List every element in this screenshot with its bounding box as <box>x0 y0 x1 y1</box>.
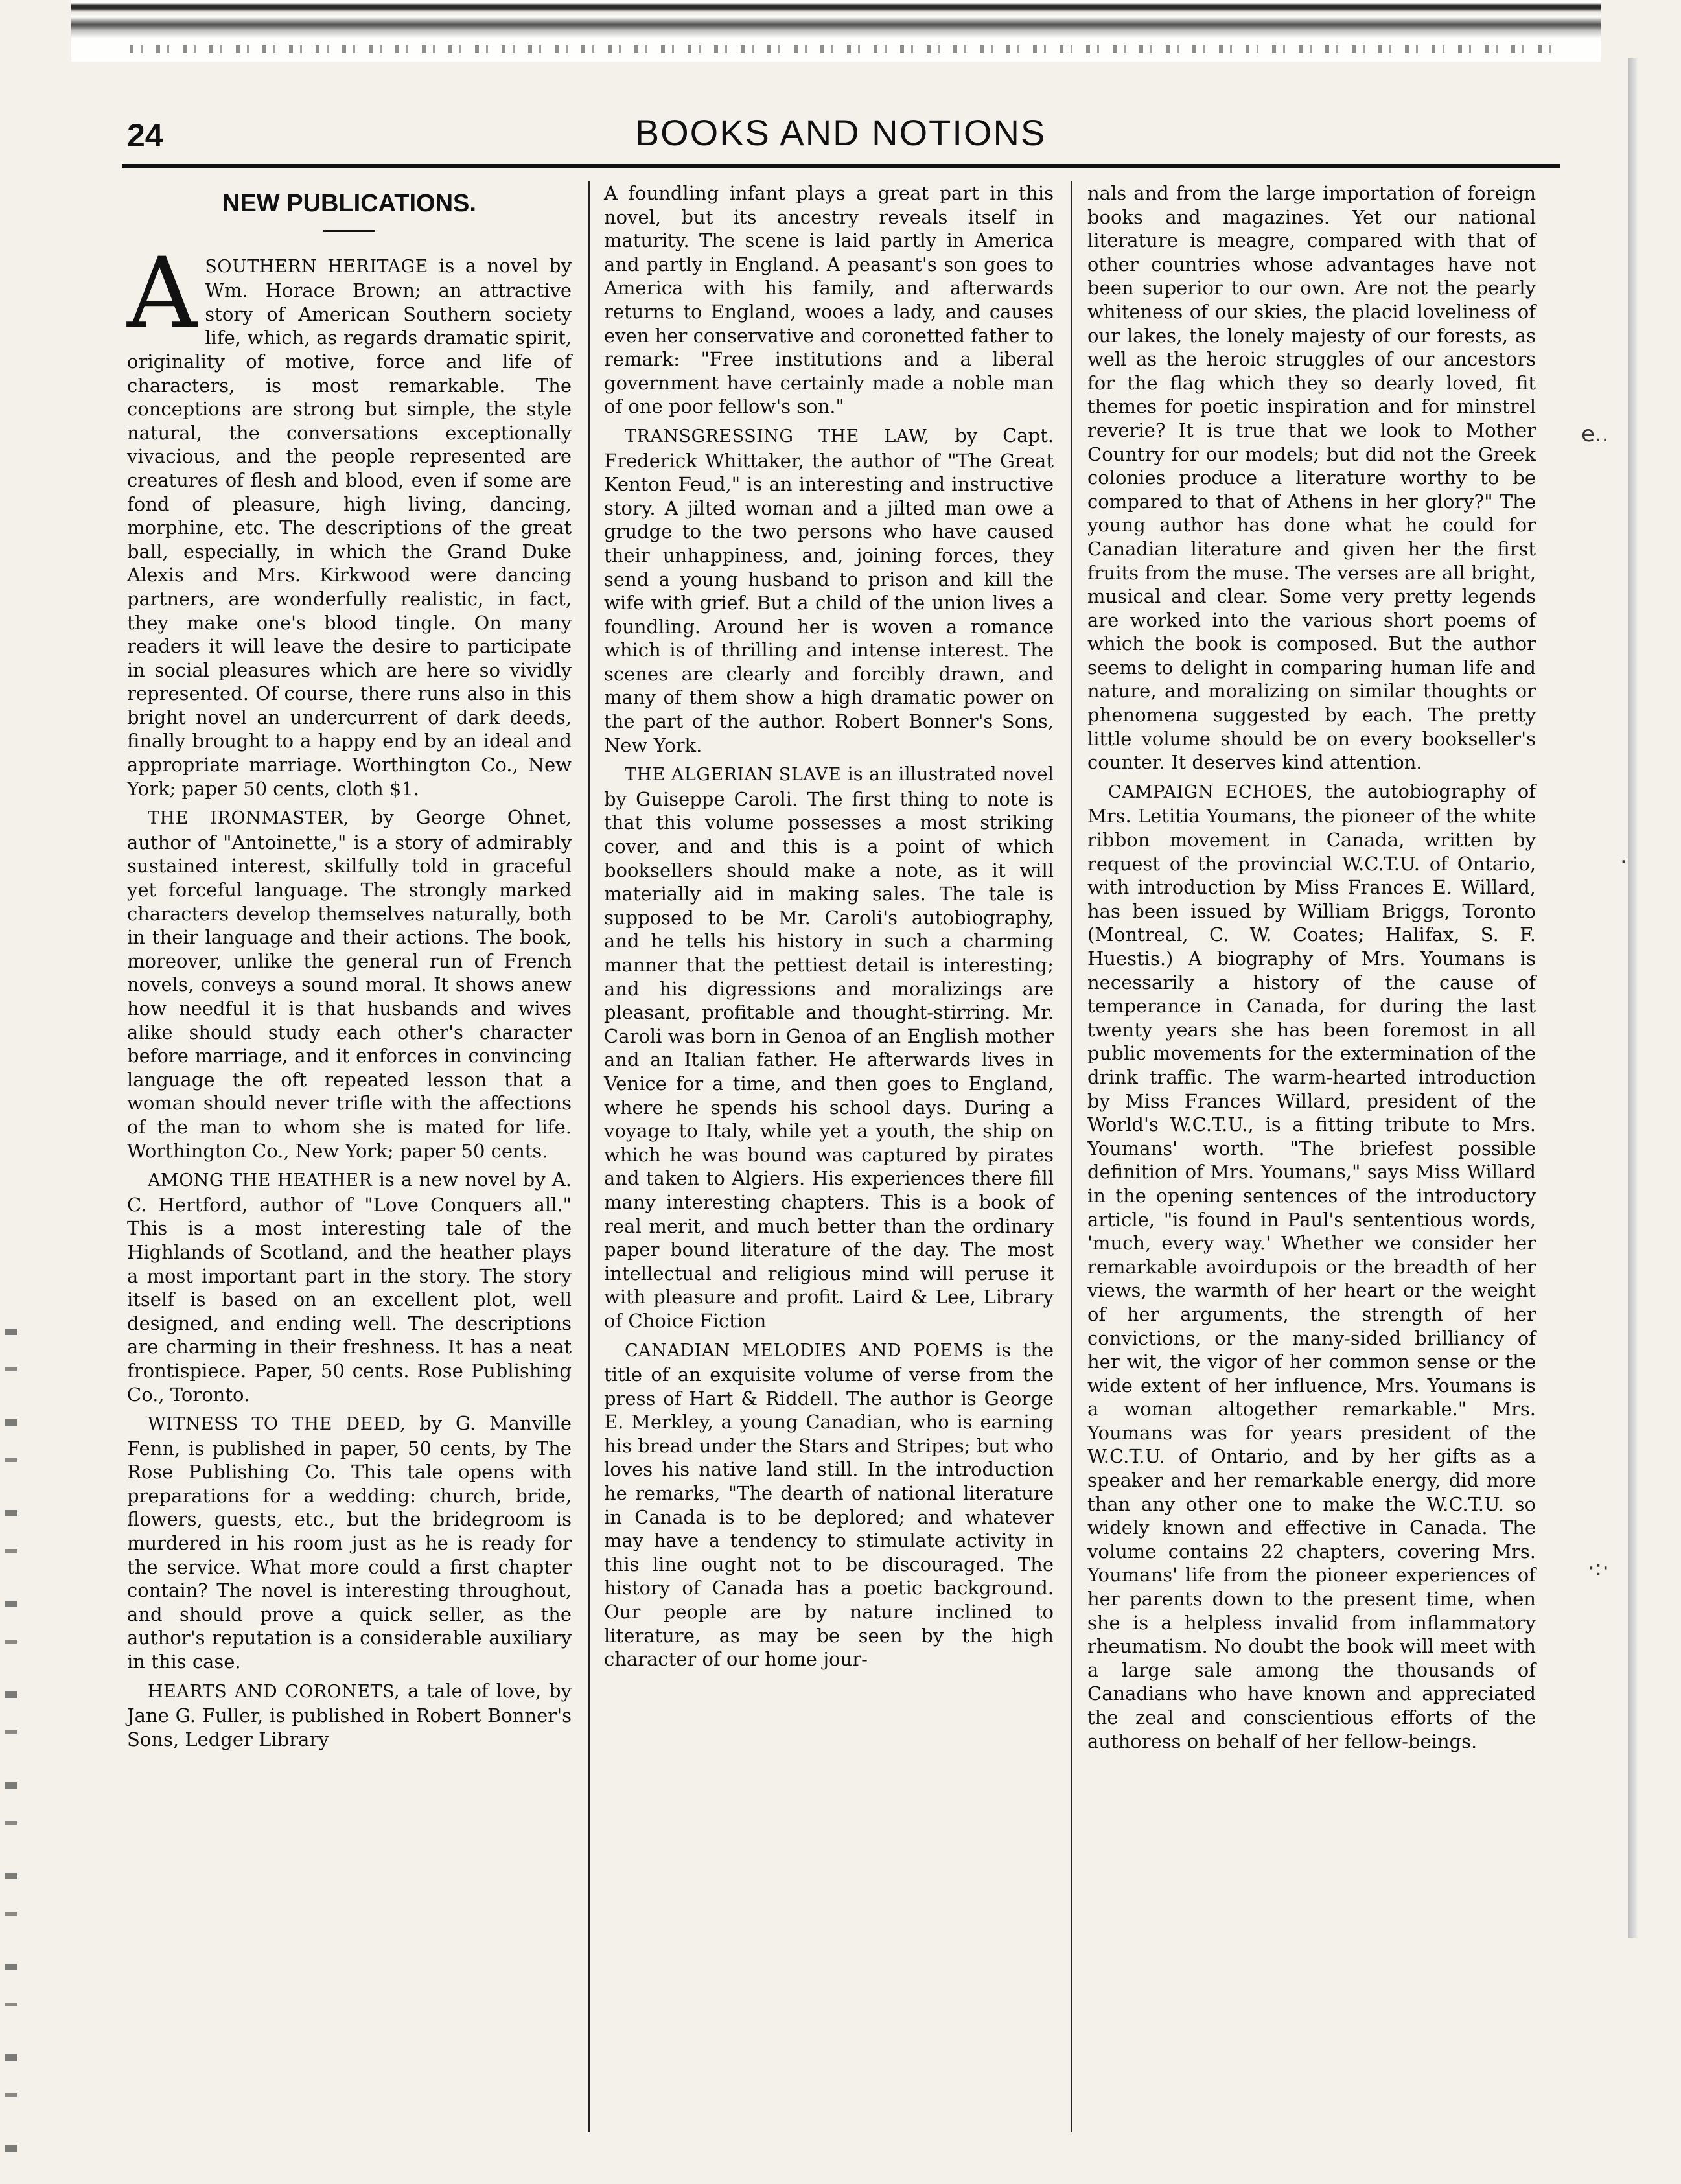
page-number: 24 <box>127 117 163 154</box>
article-body: is a novel by Wm. Horace Brown; an attractive story of American Southern society life, which, as regards dramatic spirit, originality of motive, force and life of characters, is most remarkable. The conceptions are strong but simple, the style natural, the conversations exceptionally vivacious, and the people represented are creatures of flesh and blood, even if some are fond of pleasure, high living, dancing, morphine, etc. The descriptions of the great ball, especially, in which the Grand Duke Alexis and Mrs. Kirkwood were dancing partners, are wonderfully realistic, in fact, they make one's blood tingle. On many readers it will leave the desire to participate in social pleasures which are here so vividly represented. Of course, there runs also in this bright novel an undercurrent of dark deeds, finally brought to a happy end by an ideal and appropriate marriage. Worthington Co., New York; paper 50 cents, cloth $1. <box>127 254 572 800</box>
article-lead: THE IRONMASTER, <box>148 808 349 829</box>
article-lead: WITNESS TO THE DEED, <box>148 1414 406 1435</box>
column-divider <box>1071 181 1072 2132</box>
article-body: a tale of love, by Jane G. Fuller, is published in Robert Bonner's Sons, Ledger Library <box>127 1679 572 1750</box>
margin-mark: e.. <box>1581 421 1609 447</box>
section-title: NEW PUBLICATIONS. <box>222 190 476 217</box>
scan-right-edge <box>1628 58 1637 1938</box>
drop-cap: A <box>127 237 198 350</box>
article-lead: TRANSGRESSING THE LAW, <box>625 426 930 447</box>
article <box>127 1679 572 1752</box>
article <box>127 806 572 1163</box>
article-continued <box>604 181 1054 419</box>
article <box>1087 780 1536 1753</box>
margin-mark: · <box>1620 849 1627 875</box>
article-body: by G. Manville Fenn, is published in paper, 50 cents, by The Rose Publishing Co. This tale opens with preparations for a wedding: church, bride, flowers, guests, etc., but the bridegroom is murdered in his room just as he is ready for the service. What more could a first chapter contain? The novel is interesting throughout, and should prove a quick seller, as the author's reputation is a considerable auxiliary in this case. <box>127 1412 572 1673</box>
article-body: is an illustrated novel by Guiseppe Caroli. The first thing to note is that this volume possesses a most striking cover, and and this is a point of which booksellers should make a note, as it will materially aid in making sales. The tale is supposed to be Mr. Caroli's autobiography, and he tells his history in such a charming manner that the pettiest detail is interesting; and his digressions and moralizings are pleasant, profitable and thought-stirring. Mr. Caroli was born in Genoa of an English mother and an Italian father. He afterwards lives in Venice for a time, and then goes to England, where he spends his school days. During a voyage to Italy, while yet a youth, the ship on which he was bound was captured by pirates and taken to Algiers. His experiences there fill many interesting chapters. This is a book of real merit, and much better than the ordinary paper bound literature of the day. The most intellectual and religious mind will peruse it with pleasure and profit. Laird & Lee, Library of Choice Fiction <box>604 763 1054 1332</box>
article-lead: THE ALGERIAN SLAVE <box>625 765 842 785</box>
article-body: nals and from the large importation of foreign books and magazines. Yet our national literature is meagre, compared with that of other countries whose advantages have not been superior to our own. Are not the pearly whiteness of our skies, the placid loveliness of our lakes, the lonely majesty of our forests, as well as the heroic struggles of our ancestors for the flag which they so dearly loved, fit themes for poetic inspiration and for minstrel reverie? It is true that we look to Mother Country for our models; but did not the Greek colonies produce a literature worthy to be compared to that of Athens in her glory?" The young author has done what he could for Canadian literature and given her the first fruits from the muse. The verses are all bright, musical and clear. Some very pretty legends are worked into the various short poems of which the book is composed. But the author seems to delight in comparing human life and nature, and moralizing on similar thoughts or phenomena suggested by each. The pretty little volume should be on every bookseller's counter. It deserves kind attention. <box>1087 182 1536 774</box>
article <box>127 1168 572 1406</box>
column-1 <box>127 181 572 1756</box>
article <box>127 237 572 801</box>
article-lead: SOUTHERN HERITAGE <box>205 256 428 277</box>
title-rule <box>323 230 375 232</box>
column-3 <box>1087 181 1536 1758</box>
article-body: by Capt. Frederick Whittaker, the author of "The Great Kenton Feud," is an interesting and instructive story. A jilted woman and a jilted man owe a grudge to the two persons who have caused their unhappiness, and, joining forces, they send a young husband to prison and kill the wife with grief. But a child of the union lives a foundling. Around her is woven a romance which is of thrilling and intense interest. The scenes are clearly and forcibly drawn, and many of them show a high dramatic power on the part of the author. Robert Bonner's Sons, New York. <box>604 424 1054 756</box>
article-body: A foundling infant plays a great part in this novel, but its ancestry reveals itself in maturity. The scene is laid partly in America and partly in England. A peasant's son goes to America with his family, and afterwards returns to England, wooes a lady, and causes even her conservative and coronetted father to remark: "Free institutions and a liberal government have certainly made a noble man of one poor fellow's son." <box>604 182 1054 418</box>
column-2 <box>604 181 1054 1677</box>
article <box>604 1338 1054 1671</box>
running-title: BOOKS AND NOTIONS <box>634 112 1047 153</box>
article-body: is a new novel by A. C. Hertford, author of "Love Conquers all." This is a most interesting tale of the Highlands of Scotland, and the heather plays a most important part in the story. The story itself is based on an excellent plot, well designed, and ending well. The descriptions are charming in their freshness. It has a neat frontispiece. Paper, 50 cents. Rose Publishing Co., Toronto. <box>127 1168 572 1406</box>
article <box>604 762 1054 1332</box>
scan-left-edge <box>5 1329 17 2184</box>
scan-noise <box>130 45 1555 53</box>
article-lead: CAMPAIGN ECHOES, <box>1108 782 1314 802</box>
article-lead: HEARTS AND CORONETS, <box>148 1681 400 1702</box>
article-body: is the title of an exquisite volume of verse from the press of Hart & Riddell. The author is George E. Merkley, a young Canadian, who is earning his bread under the Stars and Stripes; but who loves his native land still. In the introduction he remarks, "The dearth of national literature in Canada is to be deplored; and whatever may have a tendency to stimulate activity in this line ought not to be discouraged. The history of Canada has a poetic background. Our people are by nature inclined to literature, as may be seen by the high character of our home jour- <box>604 1338 1054 1671</box>
article-lead: AMONG THE HEATHER <box>148 1170 373 1191</box>
article <box>604 424 1054 757</box>
article-lead: CANADIAN MELODIES AND POEMS <box>625 1340 984 1361</box>
header-rule <box>122 164 1560 168</box>
margin-mark: ·:· <box>1588 1555 1610 1581</box>
article-continued <box>1087 181 1536 774</box>
article-body: the autobiography of Mrs. Letitia Youmans, the pioneer of the white ribbon movement in Canada, written by request of the provincial W.C.T.U. of Ontario, with introduction by Miss Frances E. Willard, has been issued by William Briggs, Toronto (Montreal, C. W. Coates; Halifax, S. F. Huestis.) A biography of Mrs. Youmans is necessarily a history of the cause of temperance in Canada, for during the last twenty years she has been foremost in all public movements for the extermination of the drink traffic. The warm-hearted introduction by Miss Frances Willard, president of the World's W.C.T.U., is a fitting tribute to Mrs. Youmans' worth. "The briefest possible definition of Mrs. Youmans," says Miss Willard in the opening sentences of the introductory article, "is found in Paul's sententious words, 'much, every way.' Whether we consider her remarkable avoirdupois or the breadth of her views, the warmth of her heart or the weight of her arguments, the strength of her convictions, or the many-sided brilliancy of her wit, the vigor of her common sense or the wide extent of her influence, Mrs. Youmans is a woman altogether remarkable." Mrs. Youmans was for years president of the W.C.T.U. of Ontario, and by her gifts as a speaker and her remarkable energy, did more than any other one to make the W.C.T.U. so widely known and effective in Canada. The volume contains 22 chapters, covering Mrs. Youmans' life from the pioneer experiences of her parents down to the present time, when she is a helpless invalid from inflammatory rheumatism. No doubt the book will meet with a large sale among the thousands of Canadians who have known and appreciated the zeal and conscientious efforts of the authoress on behalf of her fellow-beings. <box>1087 780 1536 1752</box>
column-divider <box>588 181 590 2132</box>
article-body: by George Ohnet, author of "Antoinette," is a story of admirably sustained interest, skilfully told in graceful yet forceful language. The strongly marked characters develop themselves naturally, both in their language and their actions. The book, moreover, unlike the general run of French novels, conveys a sound moral. It shows anew how needful it is that husbands and wives alike should study each other's character before marriage, and it enforces in convincing language the oft repeated lesson that a woman should never trifle with the affections of the man to whom she is mated for life. Worthington Co., New York; paper 50 cents. <box>127 806 572 1162</box>
article <box>127 1411 572 1674</box>
